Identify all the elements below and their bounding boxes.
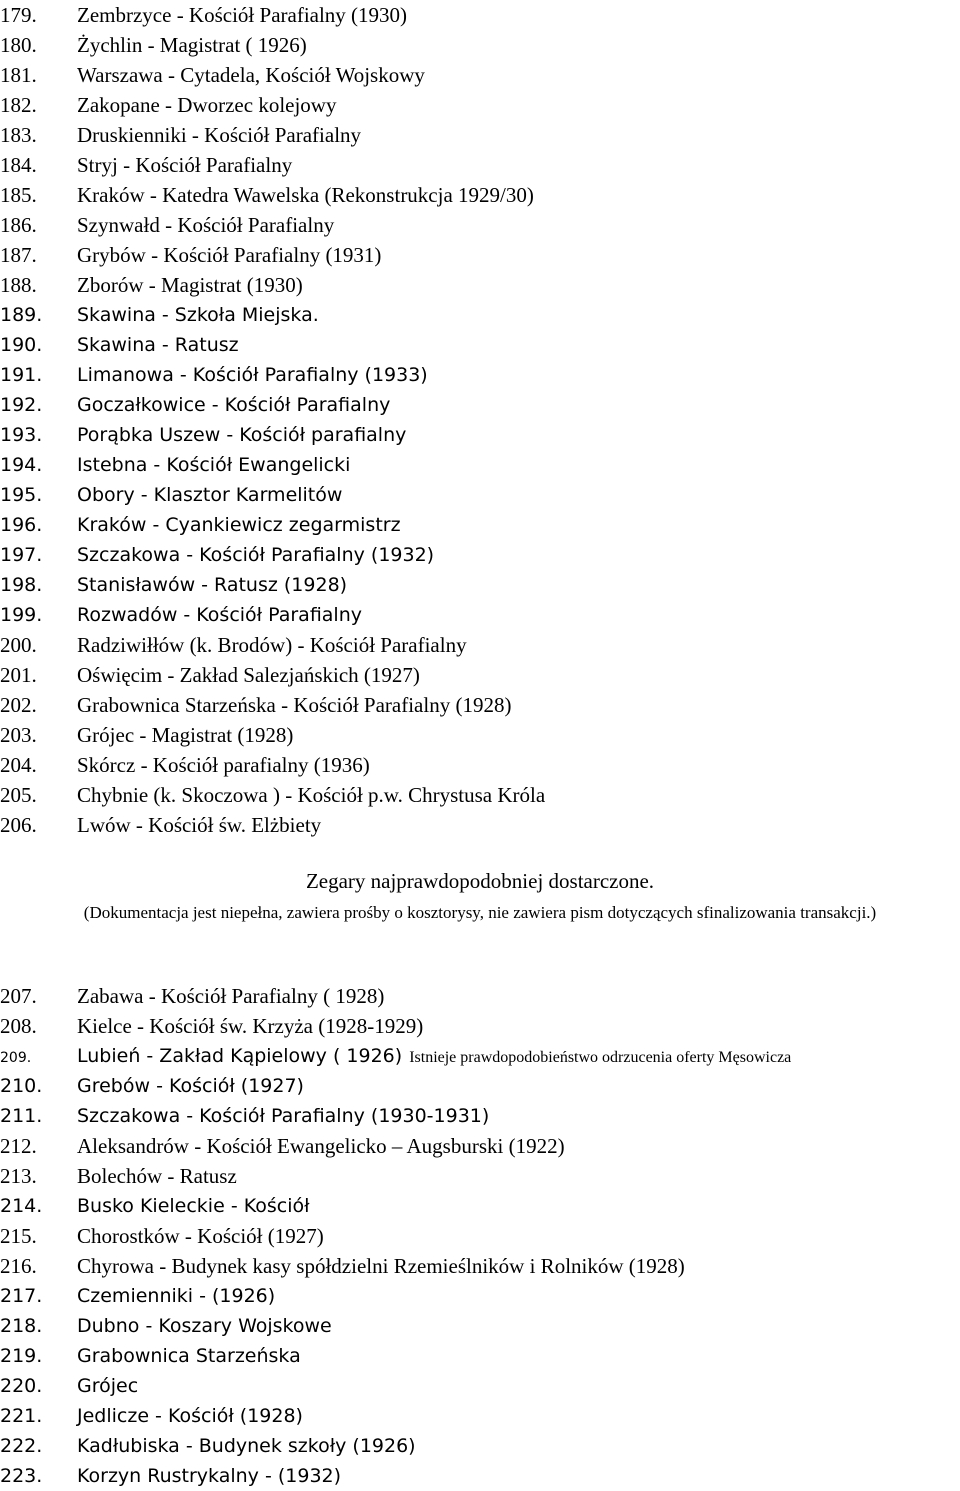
list-item <box>0 60 545 90</box>
item-text: Szynwałd - Kościół Parafialny <box>77 213 335 237</box>
item-text: Radziwiłłów (k. Brodów) - Kościół Parafialny <box>77 633 467 657</box>
item-text: Grójec - Magistrat (1928) <box>77 723 294 747</box>
item-text: Żychlin - Magistrat ( 1926) <box>77 33 307 57</box>
item-number: 185. <box>0 183 37 207</box>
list-item <box>0 1431 791 1461</box>
item-text: Lwów - Kościół św. Elżbiety <box>77 813 322 837</box>
item-text: Obory - Klasztor Karmelitów <box>77 484 343 506</box>
item-number: 199. <box>0 604 43 626</box>
item-number: 204. <box>0 753 37 777</box>
item-text: Kraków - Katedra Wawelska (Rekonstrukcja 1929/30) <box>77 183 534 207</box>
item-text: Korzyn Rustrykalny - (1932) <box>77 1465 342 1487</box>
item-text: Skawina - Ratusz <box>77 334 239 356</box>
item-number: 183. <box>0 123 37 147</box>
list-item <box>0 1191 791 1221</box>
item-number: 197. <box>0 544 43 566</box>
list-item <box>0 660 545 690</box>
list-item <box>0 240 545 270</box>
list-item <box>0 1161 791 1191</box>
item-text: Stanisławów - Ratusz (1928) <box>77 574 348 596</box>
list-item <box>0 510 545 540</box>
item-number: 223. <box>0 1465 43 1487</box>
item-text: Dubno - Koszary Wojskowe <box>77 1315 332 1337</box>
item-text: Goczałkowice - Kościół Parafialny <box>77 394 391 416</box>
list-item <box>0 1251 791 1281</box>
item-number: 180. <box>0 33 37 57</box>
item-note: Istnieje prawdopodobieństwo odrzucenia oferty Męsowicza <box>409 1049 792 1066</box>
item-number: 182. <box>0 93 37 117</box>
section-heading: Zegary najprawdopodobniej dostarczone. <box>305 869 655 893</box>
list-item <box>0 1131 791 1161</box>
list-item <box>0 600 545 630</box>
item-text: Warszawa - Cytadela, Kościół Wojskowy <box>77 63 425 87</box>
list-item <box>0 360 545 390</box>
item-text: Chorostków - Kościół (1927) <box>77 1224 324 1248</box>
item-text: Druskienniki - Kościół Parafialny <box>77 123 362 147</box>
list-item <box>0 450 545 480</box>
item-number: 213. <box>0 1164 37 1188</box>
list-item <box>0 30 545 60</box>
item-number: 193. <box>0 424 43 446</box>
item-text: Skórcz - Kościół parafialny (1936) <box>77 753 370 777</box>
list-item <box>0 810 545 840</box>
item-text: Stryj - Kościół Parafialny <box>77 153 293 177</box>
list-item <box>0 720 545 750</box>
list-item <box>0 1341 791 1371</box>
list-item <box>0 570 545 600</box>
list-item <box>0 210 545 240</box>
item-number: 221. <box>0 1405 43 1427</box>
list-item <box>0 630 545 660</box>
list-item <box>0 1461 791 1491</box>
item-text: Grójec <box>77 1375 139 1397</box>
clock-list-part-1 <box>0 0 545 840</box>
item-number: 194. <box>0 454 43 476</box>
list-item <box>0 150 545 180</box>
item-text: Limanowa - Kościół Parafialny (1933) <box>77 364 428 386</box>
item-text: Grybów - Kościół Parafialny (1931) <box>77 243 382 267</box>
list-item <box>0 0 545 30</box>
item-number: 212. <box>0 1134 37 1158</box>
item-number: 195. <box>0 484 43 506</box>
item-text: Zborów - Magistrat (1930) <box>77 273 303 297</box>
item-number: 198. <box>0 574 43 596</box>
list-item <box>0 120 545 150</box>
item-text: Grabownica Starzeńska - Kościół Parafialny (1928) <box>77 693 512 717</box>
documentation-note: (Dokumentacja jest niepełna, zawiera prośby o kosztorysy, nie zawiera pism dotyczących sfinalizowania transakcji.) <box>83 903 877 922</box>
item-number: 187. <box>0 243 37 267</box>
list-item <box>0 690 545 720</box>
item-number: 218. <box>0 1315 43 1337</box>
item-text: Chybnie (k. Skoczowa ) - Kościół p.w. Chrystusa Króla <box>77 783 546 807</box>
item-number: 184. <box>0 153 37 177</box>
item-text: Porąbka Uszew - Kościół parafialny <box>77 424 407 446</box>
item-text: Skawina - Szkoła Miejska. <box>77 304 319 326</box>
item-number: 219. <box>0 1345 43 1367</box>
item-number: 186. <box>0 213 37 237</box>
item-text: Grabownica Starzeńska <box>77 1345 301 1367</box>
item-text: Aleksandrów - Kościół Ewangelicko – Augsburski (1922) <box>77 1134 565 1158</box>
item-text: Kraków - Cyankiewicz zegarmistrz <box>77 514 401 536</box>
item-number: 179. <box>0 3 37 27</box>
item-text: Szczakowa - Kościół Parafialny (1930-1931) <box>77 1105 490 1127</box>
item-number: 192. <box>0 394 43 416</box>
item-text: Szczakowa - Kościół Parafialny (1932) <box>77 544 435 566</box>
item-number: 200. <box>0 633 37 657</box>
list-item <box>0 981 791 1011</box>
item-number: 222. <box>0 1435 43 1457</box>
item-number: 188. <box>0 273 37 297</box>
item-number: 215. <box>0 1224 37 1248</box>
item-text: Zabawa - Kościół Parafialny ( 1928) <box>77 984 385 1008</box>
list-item <box>0 1311 791 1341</box>
list-item <box>0 1281 791 1311</box>
item-number: 202. <box>0 693 37 717</box>
item-number: 201. <box>0 663 37 687</box>
item-number: 216. <box>0 1254 37 1278</box>
item-number: 214. <box>0 1195 43 1217</box>
item-number: 191. <box>0 364 43 386</box>
item-text: Istebna - Kościół Ewangelicki <box>77 454 351 476</box>
list-item <box>0 180 545 210</box>
item-number: 210. <box>0 1075 43 1097</box>
item-number: 217. <box>0 1285 43 1307</box>
item-text: Bolechów - Ratusz <box>77 1164 237 1188</box>
item-text: Oświęcim - Zakład Salezjańskich (1927) <box>77 663 420 687</box>
item-number: 211. <box>0 1105 43 1127</box>
list-item <box>0 330 545 360</box>
item-number: 196. <box>0 514 43 536</box>
item-number: 207. <box>0 984 37 1008</box>
item-number: 209. <box>0 1050 32 1066</box>
list-item <box>0 480 545 510</box>
item-number: 206. <box>0 813 37 837</box>
item-text: Zakopane - Dworzec kolejowy <box>77 93 337 117</box>
list-item <box>0 750 545 780</box>
item-number: 205. <box>0 783 37 807</box>
item-text: Busko Kieleckie - Kościół <box>77 1195 310 1217</box>
item-number: 181. <box>0 63 37 87</box>
clock-list-part-2 <box>0 981 791 1491</box>
list-item <box>0 420 545 450</box>
list-item <box>0 540 545 570</box>
item-number: 220. <box>0 1375 43 1397</box>
item-text: Lubień - Zakład Kąpielowy ( 1926) <box>77 1045 403 1067</box>
list-item <box>0 1071 791 1101</box>
item-text: Jedlicze - Kościół (1928) <box>77 1405 303 1427</box>
item-text: Zembrzyce - Kościół Parafialny (1930) <box>77 3 408 27</box>
item-number: 208. <box>0 1014 37 1038</box>
list-item <box>0 1221 791 1251</box>
item-text: Grebów - Kościół (1927) <box>77 1075 304 1097</box>
item-text: Kielce - Kościół św. Krzyża (1928-1929) <box>77 1014 424 1038</box>
list-item <box>0 300 545 330</box>
item-text: Czemienniki - (1926) <box>77 1285 276 1307</box>
item-number: 203. <box>0 723 37 747</box>
list-item <box>0 1101 791 1131</box>
list-item <box>0 1011 791 1041</box>
item-text: Rozwadów - Kościół Parafialny <box>77 604 362 626</box>
list-item <box>0 1371 791 1401</box>
list-item <box>0 90 545 120</box>
list-item <box>0 780 545 810</box>
list-item <box>0 390 545 420</box>
item-text: Kadłubiska - Budynek szkoły (1926) <box>77 1435 416 1457</box>
list-item <box>0 270 545 300</box>
item-number: 189. <box>0 304 43 326</box>
item-number: 190. <box>0 334 43 356</box>
list-item <box>0 1401 791 1431</box>
item-text: Chyrowa - Budynek kasy spółdzielni Rzemieślników i Rolników (1928) <box>77 1254 685 1278</box>
list-item <box>0 1041 791 1071</box>
